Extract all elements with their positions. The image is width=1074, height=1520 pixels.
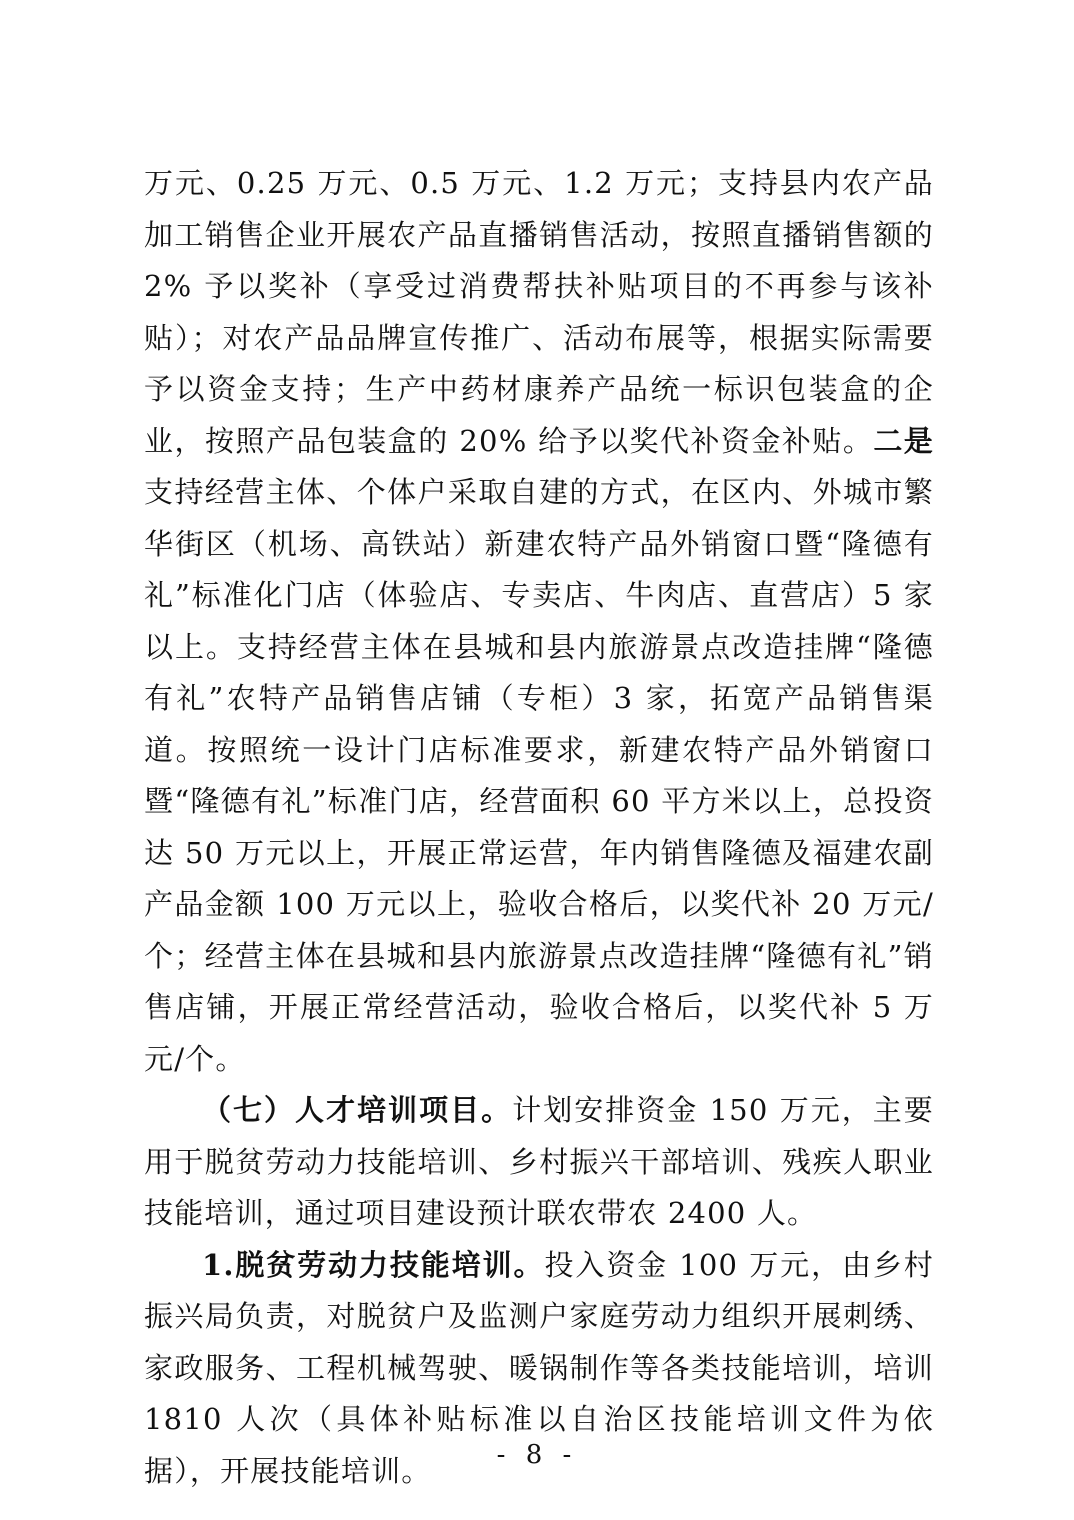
document-body (144, 158, 934, 1497)
paragraph-bold-marker: 二是 (873, 423, 934, 458)
paragraph-continuation (144, 158, 934, 1085)
item-heading: 1.脱贫劳动力技能培训。 (202, 1247, 545, 1282)
paragraph-text: 支持经营主体、个体户采取自建的方式，在区内、外城市繁华街区（机场、高铁站）新建农特产品外销窗口暨“隆德有礼”标准化门店（体验店、专卖店、牛肉店、直营店）5 家以上。支持经营主体在县城和县内旅游景点改造挂牌“隆德有礼”农特产品销售店铺（专柜）3 家，拓宽产品销售渠道。按照统一设计门店标准要求，新建农特产品外销窗口暨“隆德有礼”标准门店，经营面积 60 平方米以上，总投资达 50 万元以上，开展正常运营，年内销售隆德及福建农副产品金额 100 万元以上，验收合格后，以奖代补 20 万元/个；经营主体在县城和县内旅游景点改造挂牌“隆德有礼”销售店铺，开展正常经营活动，验收合格后，以奖代补 5 万元/个。 (144, 475, 934, 1076)
paragraph-text: 投入资金 100 万元，由乡村振兴局负责，对脱贫户及监测户家庭劳动力组织开展刺绣、家政服务、工程机械驾驶、暖锅制作等各类技能培训，培训 1810 人次（具体补贴标准以自治区技能培训文件为依据），开展技能培训。 (144, 1247, 934, 1488)
page-number: - 8 - (496, 1440, 578, 1470)
paragraph-section-7 (144, 1085, 934, 1240)
paragraph-text: 万元、0.25 万元、0.5 万元、1.2 万元；支持县内农产品加工销售企业开展农产品直播销售活动，按照直播销售额的 2% 予以奖补（享受过消费帮扶补贴项目的不再参与该补贴）；对农产品品牌宣传推广、活动布展等，根据实际需要予以资金支持；生产中药材康养产品统一标识包装盒的企业，按照产品包装盒的 20% 给予以奖代补资金补贴。 (144, 166, 934, 458)
paragraph-text: 计划安排资金 150 万元，主要用于脱贫劳动力技能培训、乡村振兴干部培训、残疾人职业技能培训，通过项目建设预计联农带农 2400 人。 (144, 1093, 934, 1230)
section-heading: （七）人才培训项目。 (202, 1093, 513, 1127)
